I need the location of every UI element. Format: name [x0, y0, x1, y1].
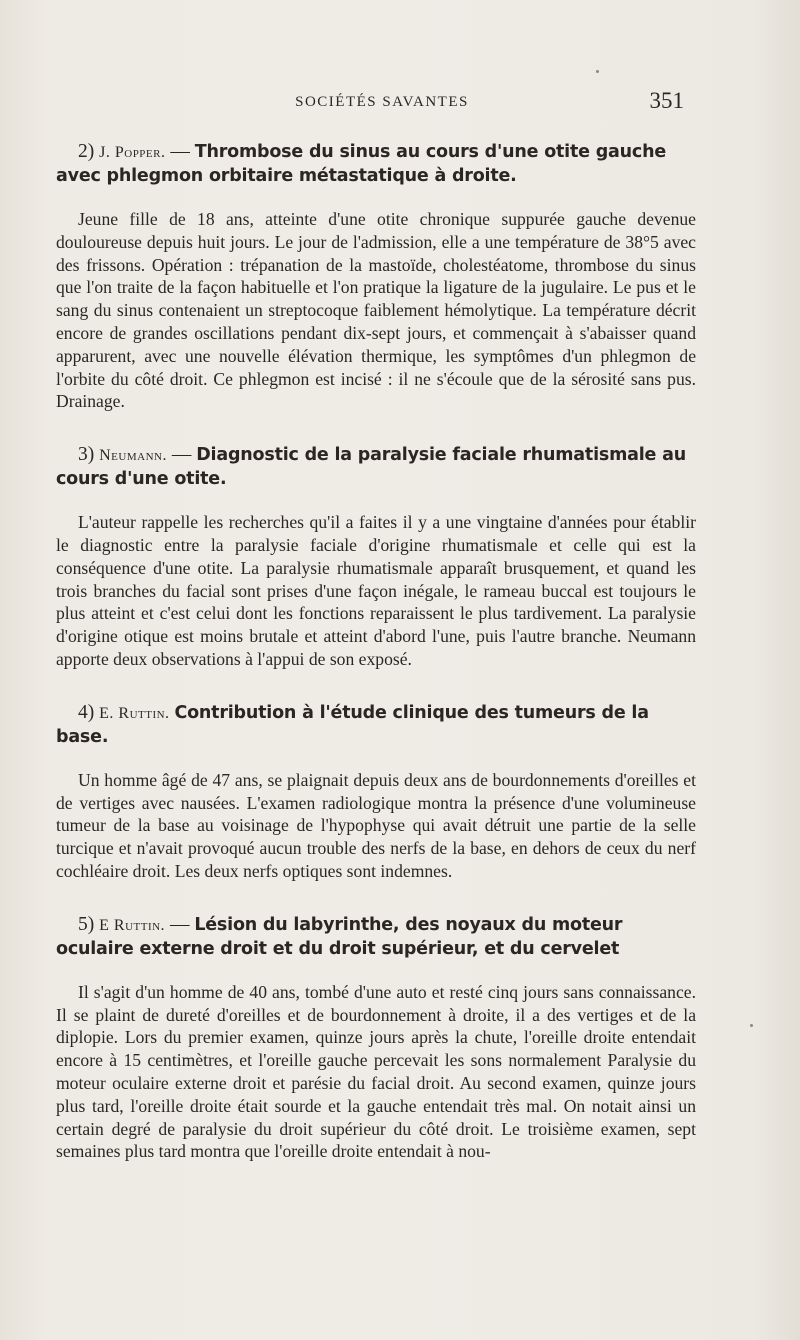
section-title [56, 701, 696, 749]
section-5 [56, 913, 696, 1163]
section-3 [56, 443, 696, 671]
section-2 [56, 140, 696, 413]
speck-mark [596, 70, 599, 73]
section-body: Il s'agit d'un homme de 40 ans, tombé d'une auto et resté cinq jours sans connaissance. Il se plaint de dureté d'oreilles et de bourdonnement à droite, il a des vertiges et de la diplopie. Lors du premier examen, quinze jours après la chute, l'oreille droite entendait encore à 15 centimètres, et l'oreille gauche percevait les sons normalement Paralysie du moteur oculaire externe droit et parésie du facial droit. Au second examen, quinze jours plus tard, l'oreille droite était sourde et la gauche entendait très mal. On notait ainsi un certain degré de paralysie du droit supérieur du côté droit. Le troisième examen, sept semaines plus tard montra que l'oreille droite entendait à nou- [56, 981, 696, 1162]
section-heading: Thrombose du sinus au cours d'une otite gauche avec phlegmon orbitaire métastatique à droite. [56, 142, 667, 186]
speck-mark [750, 1024, 753, 1027]
section-number: 5) [78, 913, 95, 935]
section-body: Jeune fille de 18 ans, atteinte d'une otite chronique suppurée gauche devenue douloureuse depuis huit jours. Le jour de l'admission, elle a une température de 38°5 avec des frissons. Opération : trépanation de la mastoïde, cholestéatome, thrombose du sinus que l'on traite de la façon habituelle et l'on pratique la ligature de la jugulaire. Le pus et le sang du sinus contenaient un streptocoque faiblement hémolytique. La température décrit encore de grandes oscillations pendant dix-sept jours, et commençait à s'abaisser quand apparurent, avec une nouvelle élévation thermique, les symptômes d'un phlegmon de l'orbite du côté droit. Ce phlegmon est incisé : il ne s'écoule que de la sérosité sans pus. Drainage. [56, 209, 696, 412]
section-author: E. Ruttin. [99, 704, 170, 722]
section-number: 2) [78, 141, 95, 162]
section-dash: — [169, 913, 190, 935]
page-number: 351 [649, 88, 684, 113]
page-content [56, 140, 696, 1193]
section-author: Neumann. [99, 447, 167, 465]
page-header [80, 88, 684, 122]
section-dash: — [171, 444, 192, 466]
section-body: Un homme âgé de 47 ans, se plaignait depuis deux ans de bourdonnements d'oreilles et de vertiges avec nausées. L'examen radiologique montra la présence d'une volumineuse tumeur de la base au voisinage de l'hypophyse qui avait détruit une partie de la selle turcique et n'avait provoqué aucun trouble des nerfs de la base, en dehors de ceux du nerf cochléaire droit. Les deux nerfs optiques sont indemnes. [56, 769, 696, 881]
section-heading: Lésion du labyrinthe, des noyaux du moteur oculaire externe droit et du droit supérieur, et du cervelet [56, 914, 623, 959]
running-head: SOCIÉTÉS SAVANTES [295, 94, 469, 110]
section-dash: — [170, 141, 190, 162]
section-author: J. Popper. [99, 144, 166, 161]
section-heading: Contribution à l'étude clinique des tumeurs de la base. [56, 702, 649, 747]
section-4 [56, 701, 696, 883]
section-title [56, 443, 696, 491]
section-title [56, 140, 696, 188]
section-body: L'auteur rappelle les recherches qu'il a faites il y a une vingtaine d'années pour établir le diagnostic entre la paralysie faciale d'origine rhumatismale et celle qui est la conséquence d'une otite. La paralysie rhumatismale apparaît brusquement, et quand les trois branches du facial sont prises d'une façon inégale, le rameau buccal est toujours le plus atteint et c'est celui dont les fonctions reparaissent le plus tardivement. La paralysie d'origine otique est moins brutale et atteint d'abord l'une, puis l'autre branche. Neumann apporte deux observations à l'appui de son exposé. [56, 512, 696, 669]
section-number: 4) [78, 701, 95, 723]
section-number: 3) [78, 444, 95, 466]
section-heading: Diagnostic de la paralysie faciale rhumatismale au cours d'une otite. [56, 445, 686, 490]
section-title [56, 913, 696, 961]
section-author: E Ruttin. [99, 916, 166, 934]
